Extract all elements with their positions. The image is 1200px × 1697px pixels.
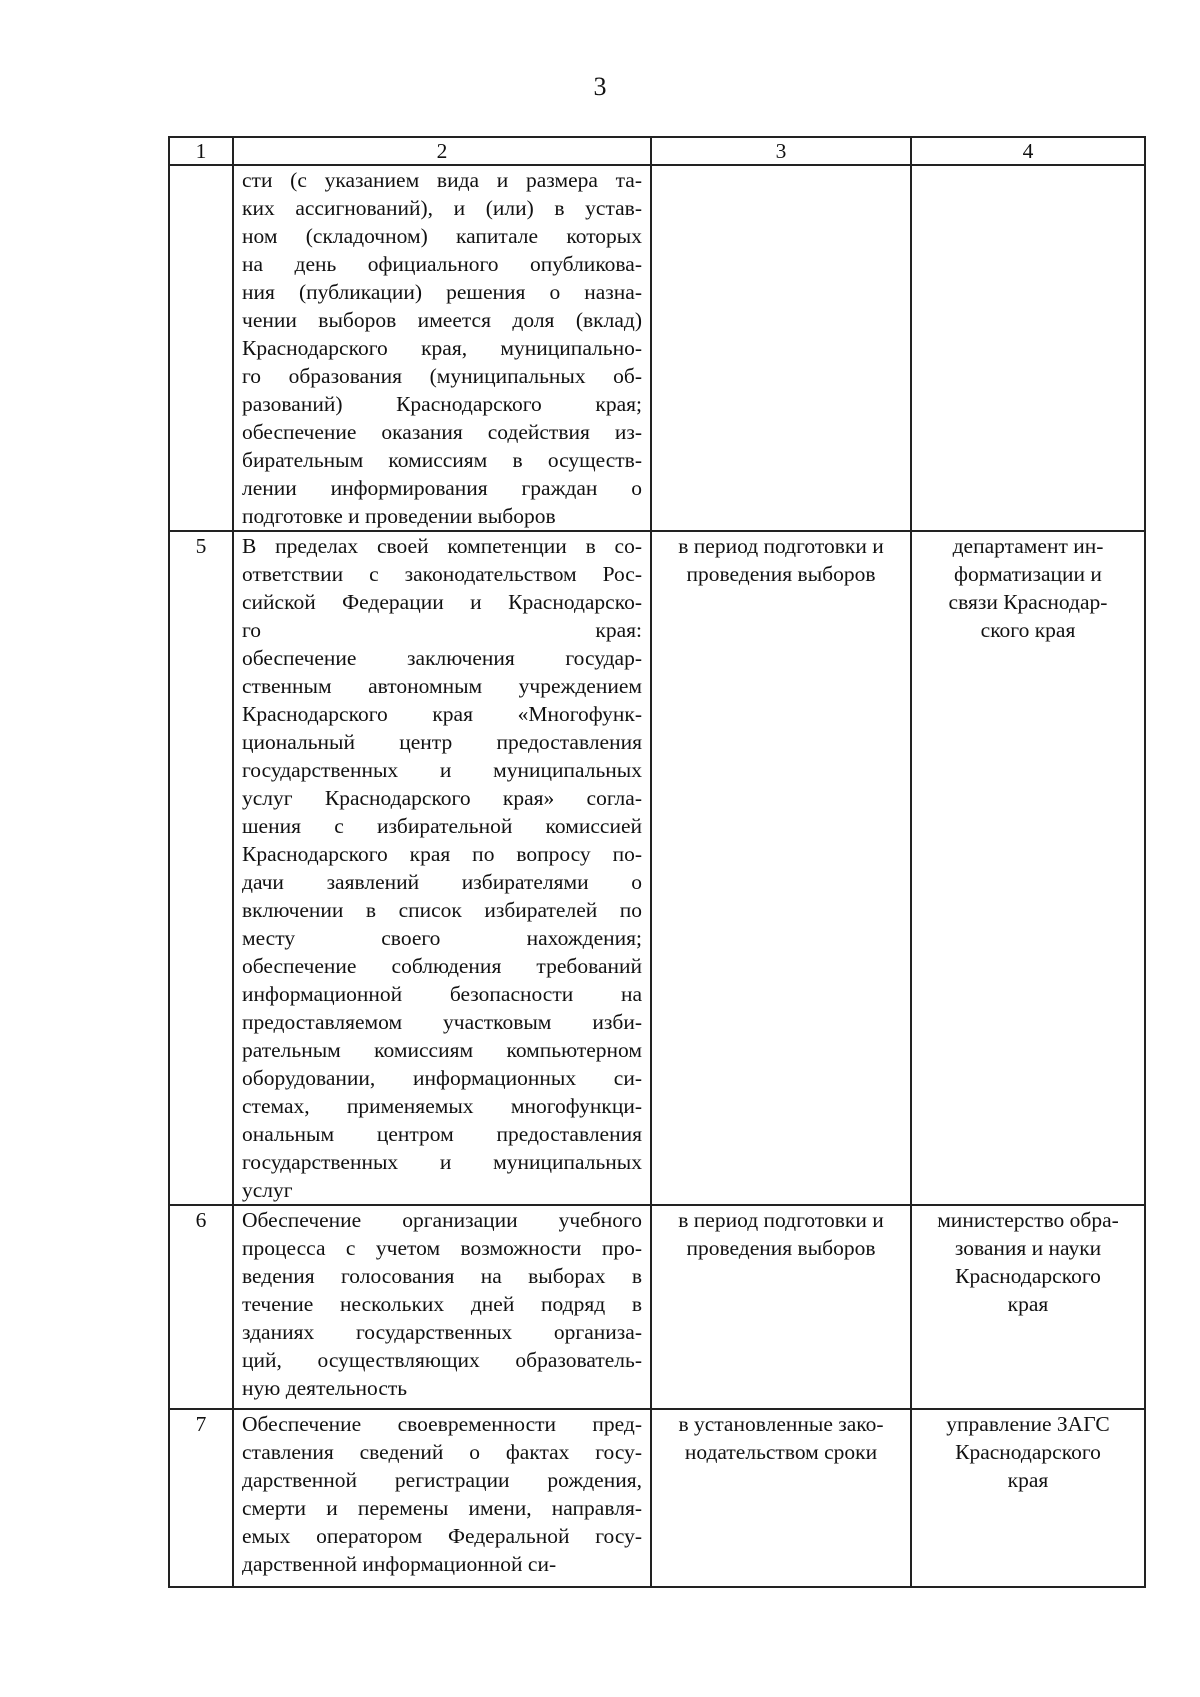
period-cell bbox=[651, 165, 911, 531]
measure-text-line: циональный центр предоставления bbox=[242, 730, 642, 754]
measure-text-line: подготовке и проведении выборов bbox=[242, 504, 556, 528]
measure-text bbox=[233, 1409, 651, 1587]
measure-text-line: ставления сведений о фактах госу- bbox=[242, 1440, 642, 1464]
period-cell bbox=[651, 1409, 911, 1587]
measure-text-line: услуг bbox=[242, 1178, 293, 1202]
measure-text-line: Обеспечение организации учебного bbox=[242, 1208, 642, 1232]
measure-text-line: го края: bbox=[242, 618, 642, 642]
measure-text-line: ответствии с законодательством Рос- bbox=[242, 562, 642, 586]
measure-text-line: Обеспечение своевременности пред- bbox=[242, 1412, 642, 1436]
table-row bbox=[169, 1409, 1145, 1587]
measures-table bbox=[168, 136, 1146, 1588]
responsible-cell bbox=[911, 531, 1145, 1205]
measure-text-line: ций, осуществляющих образователь- bbox=[242, 1348, 642, 1372]
measure-text-line: стемах, применяемых многофункци- bbox=[242, 1094, 642, 1118]
responsible-cell bbox=[911, 165, 1145, 531]
measure-text-line: сийской Федерации и Краснодарско- bbox=[242, 590, 642, 614]
measure-text-line: шения с избирательной комиссией bbox=[242, 814, 642, 838]
measure-text bbox=[233, 165, 651, 531]
period-cell bbox=[651, 1205, 911, 1409]
measure-text-line: обеспечение соблюдения требований bbox=[242, 954, 642, 978]
measure-text-line: государственных и муниципальных bbox=[242, 758, 642, 782]
measure-text-line: месту своего нахождения; bbox=[242, 926, 642, 950]
responsible-text: министерство обра- зования и науки Краснодарского края bbox=[937, 1208, 1119, 1316]
measure-text-line: ную деятельность bbox=[242, 1376, 408, 1400]
measure-text-line: обеспечение оказания содействия из- bbox=[242, 420, 642, 444]
responsible-text: управление ЗАГС Краснодарского края bbox=[946, 1412, 1110, 1492]
measure-text-line: процесса с учетом возможности про- bbox=[242, 1236, 642, 1260]
measure-text-line: ственным автономным учреждением bbox=[242, 674, 642, 698]
measure-text-line: дарственной информационной си- bbox=[242, 1552, 557, 1576]
responsible-text: департамент ин- форматизации и связи Краснодар- ского края bbox=[948, 534, 1108, 642]
period-text: в установленные зако- нодательством сроки bbox=[678, 1412, 884, 1464]
table-header bbox=[169, 137, 1145, 165]
measure-text-line: услуг Краснодарского края» согла- bbox=[242, 786, 642, 810]
row-number: 7 bbox=[169, 1409, 233, 1587]
period-text: в период подготовки и проведения выборов bbox=[678, 534, 884, 586]
measure-text-line: го образования (муниципальных об- bbox=[242, 364, 642, 388]
measure-text-line: ональным центром предоставления bbox=[242, 1122, 642, 1146]
table-row bbox=[169, 1205, 1145, 1409]
measure-text-line: включении в список избирателей по bbox=[242, 898, 642, 922]
measure-text-line: ния (публикации) решения о назна- bbox=[242, 280, 642, 304]
measure-text-line: сти (с указанием вида и размера та- bbox=[242, 168, 642, 192]
measure-text-line: рательным комиссиям компьютерном bbox=[242, 1038, 642, 1062]
measure-text-line: дачи заявлений избирателями о bbox=[242, 870, 642, 894]
measure-text bbox=[233, 1205, 651, 1409]
page-number: 3 bbox=[593, 72, 607, 101]
measure-text-line: емых оператором Федеральной госу- bbox=[242, 1524, 642, 1548]
measure-text-line: ких ассигнований), и (или) в устав- bbox=[242, 196, 642, 220]
table-body bbox=[169, 165, 1145, 1587]
measure-text-line: государственных и муниципальных bbox=[242, 1150, 642, 1174]
column-header-1: 1 bbox=[169, 137, 233, 165]
column-header-3: 3 bbox=[651, 137, 911, 165]
column-header-2: 2 bbox=[233, 137, 651, 165]
header-row bbox=[169, 137, 1145, 165]
column-header-4: 4 bbox=[911, 137, 1145, 165]
measure-text-line: предоставляемом участковым изби- bbox=[242, 1010, 642, 1034]
measure-text-line: течение нескольких дней подряд в bbox=[242, 1292, 642, 1316]
measure-text-line: информационной безопасности на bbox=[242, 982, 642, 1006]
table-row bbox=[169, 165, 1145, 531]
row-number bbox=[169, 165, 233, 531]
measure-text-line: Краснодарского края, муниципально- bbox=[242, 336, 642, 360]
period-cell bbox=[651, 531, 911, 1205]
measure-text-line: обеспечение заключения государ- bbox=[242, 646, 642, 670]
measure-text-line: чении выборов имеется доля (вклад) bbox=[242, 308, 642, 332]
responsible-cell bbox=[911, 1409, 1145, 1587]
measure-text-line: оборудовании, информационных си- bbox=[242, 1066, 642, 1090]
period-text: в период подготовки и проведения выборов bbox=[678, 1208, 884, 1260]
row-number: 5 bbox=[169, 531, 233, 1205]
measure-text-line: дарственной регистрации рождения, bbox=[242, 1468, 642, 1492]
table-row bbox=[169, 531, 1145, 1205]
measure-text-line: В пределах своей компетенции в со- bbox=[242, 534, 642, 558]
measure-text-line: Краснодарского края «Многофунк- bbox=[242, 702, 642, 726]
measure-text-line: Краснодарского края по вопросу по- bbox=[242, 842, 642, 866]
measure-text-line: ведения голосования на выборах в bbox=[242, 1264, 642, 1288]
measure-text-line: бирательным комиссиям в осуществ- bbox=[242, 448, 642, 472]
row-number: 6 bbox=[169, 1205, 233, 1409]
measure-text-line: ном (складочном) капитале которых bbox=[242, 224, 642, 248]
measure-text-line: смерти и перемены имени, направля- bbox=[242, 1496, 642, 1520]
measure-text-line: на день официального опубликова- bbox=[242, 252, 642, 276]
measure-text-line: разований) Краснодарского края; bbox=[242, 392, 642, 416]
measure-text bbox=[233, 531, 651, 1205]
responsible-cell bbox=[911, 1205, 1145, 1409]
measure-text-line: зданиях государственных организа- bbox=[242, 1320, 642, 1344]
measure-text-line: лении информирования граждан о bbox=[242, 476, 642, 500]
